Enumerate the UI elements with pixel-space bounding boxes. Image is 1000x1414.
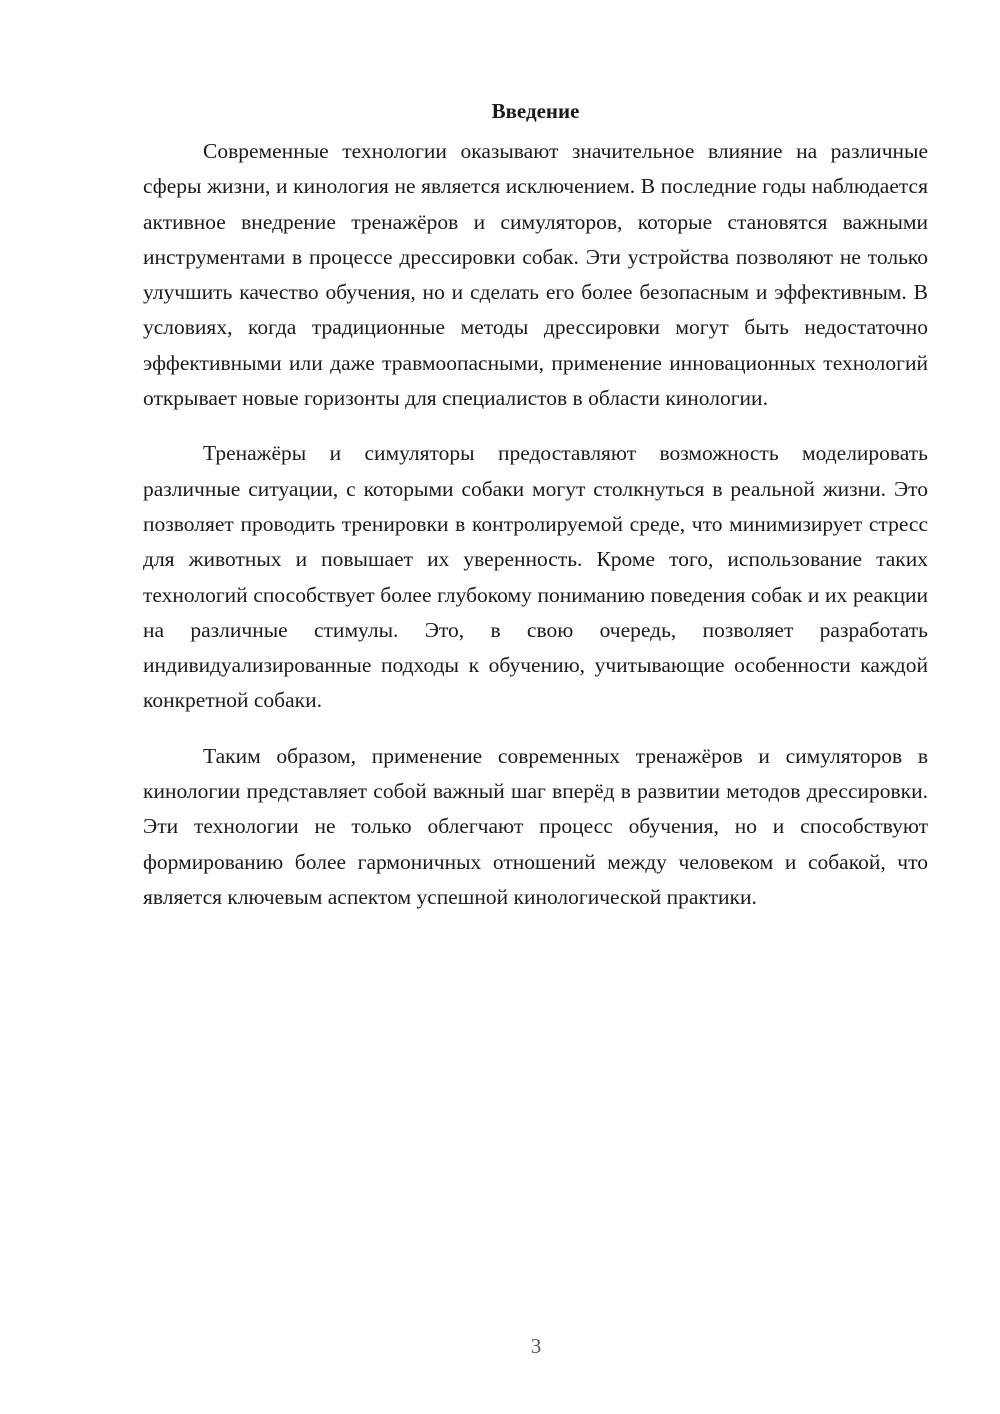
page-content [143, 94, 928, 915]
section-title: Введение [491, 99, 580, 123]
paragraph-1: Современные технологии оказывают значительное влияние на различные сферы жизни, и кинология не является исключением. В последние годы наблюдается активное внедрение тренажёров и симуляторов, которые становятся важными инструментами в процессе дрессировки собак. Эти устройства позволяют не только улучшить качество обучения, но и сделать его более безопасным и эффективным. В условиях, когда традиционные методы дрессировки могут быть недостаточно эффективными или даже травмоопасными, применение инновационных технологий открывает новые горизонты для специалистов в области кинологии. [143, 139, 928, 411]
paragraph-2: Тренажёры и симуляторы предоставляют возможность моделировать различные ситуации, с которыми собаки могут столкнуться в реальной жизни. Это позволяет проводить тренировки в контролируемой среде, что минимизирует стресс для животных и повышает их уверенность. Кроме того, использование таких технологий способствует более глубокому пониманию поведения собак и их реакции на различные стимулы. Это, в свою очередь, позволяет разработать индивидуализированные подходы к обучению, учитывающие особенности каждой конкретной собаки. [143, 441, 928, 713]
page-number: 3 [530, 1334, 542, 1358]
paragraph-3: Таким образом, применение современных тренажёров и симуляторов в кинологии представляет собой важный шаг вперёд в развитии методов дрессировки. Эти технологии не только облегчают процесс обучения, но и способствуют формированию более гармоничных отношений между человеком и собакой, что является ключевым аспектом успешной кинологической практики. [143, 743, 928, 909]
